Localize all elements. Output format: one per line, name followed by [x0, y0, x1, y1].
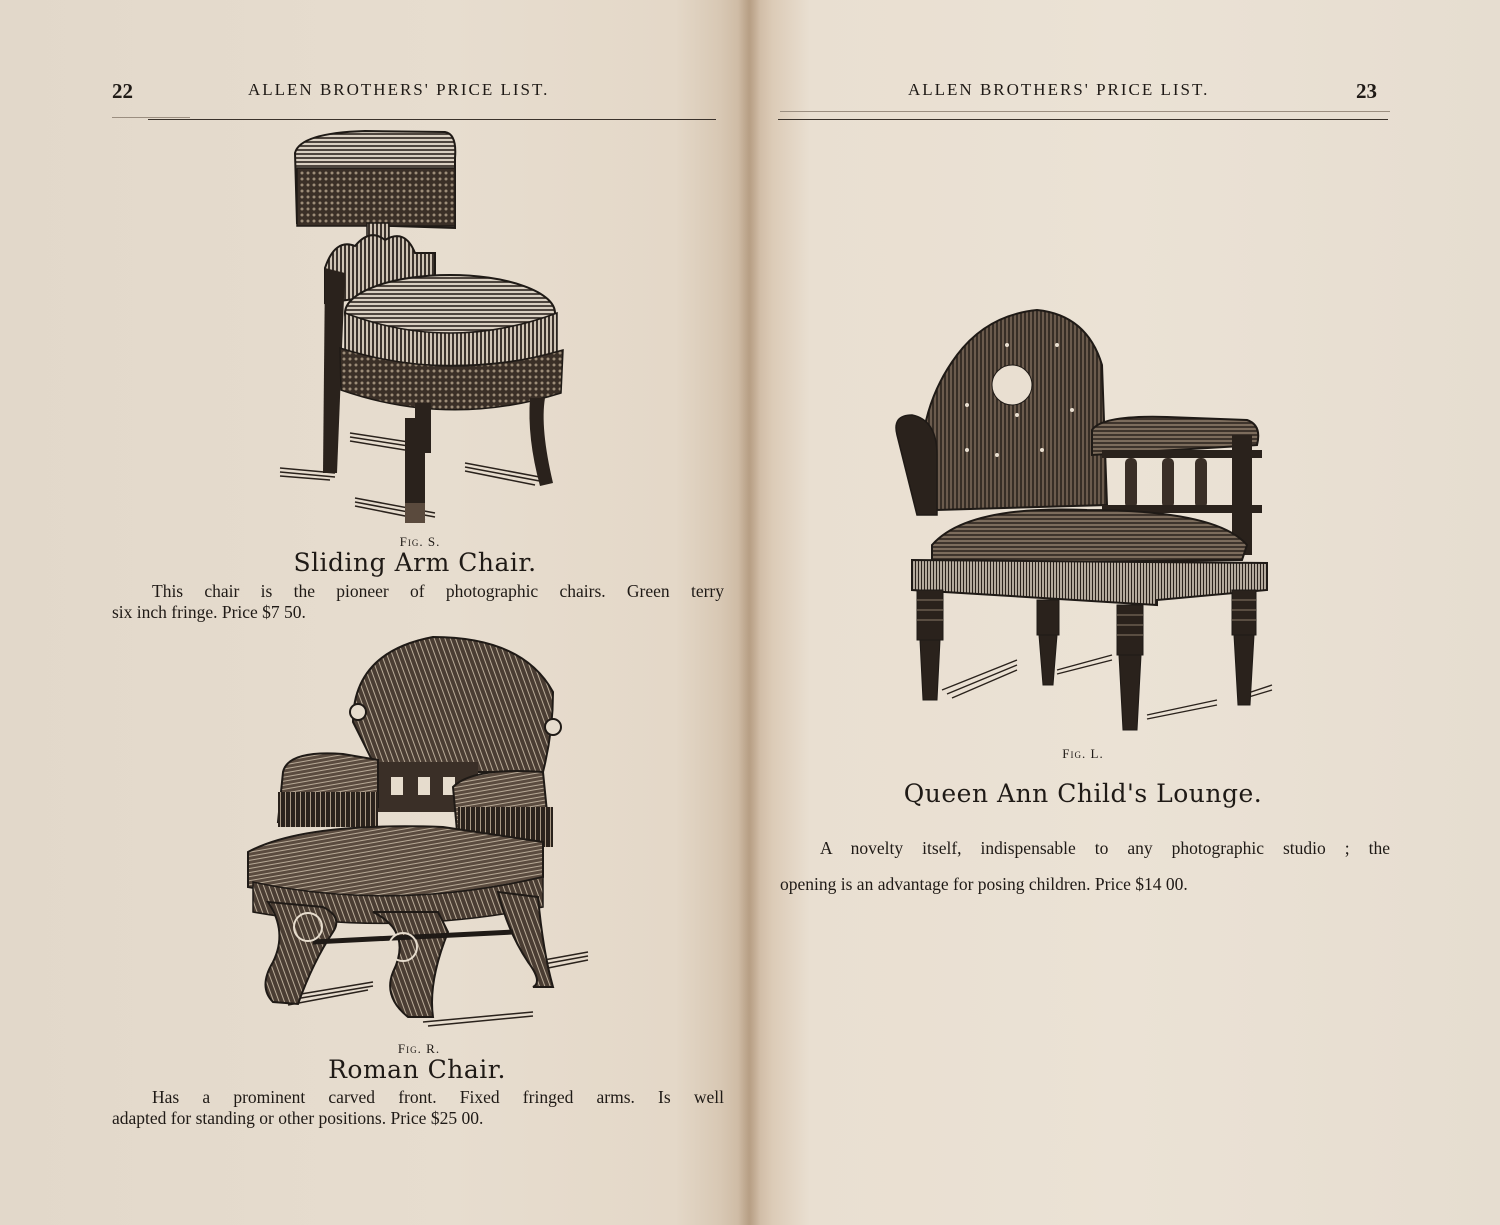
- page-number: 23: [1356, 79, 1377, 103]
- item-title: Roman Chair.: [328, 1055, 506, 1084]
- page-number: 22: [112, 79, 133, 103]
- sliding-arm-chair-engraving-icon: [275, 128, 575, 533]
- queen-ann-childs-lounge-engraving-icon: [887, 305, 1277, 735]
- running-head: ALLEN BROTHERS' PRICE LIST.: [248, 80, 550, 99]
- figure-label: Fig. R.: [397, 1041, 441, 1056]
- item-description: [112, 581, 724, 623]
- header-rule: [112, 117, 190, 118]
- roman-chair-illustration: [243, 632, 593, 1037]
- figure-label: Fig. S.: [399, 534, 441, 549]
- item-title: Queen Ann Child's Lounge.: [903, 779, 1263, 808]
- description-line: Has a prominent carved front. Fixed fringed arms. Is well: [152, 1087, 724, 1107]
- running-head: ALLEN BROTHERS' PRICE LIST.: [908, 80, 1210, 99]
- roman-chair-engraving-icon: [243, 632, 593, 1037]
- description-line: This chair is the pioneer of photographic chairs. Green terry: [152, 581, 724, 601]
- book-spine-shadow: [738, 0, 760, 1225]
- header-rule: [780, 111, 1390, 112]
- item-title: Sliding Arm Chair.: [293, 548, 537, 577]
- description-line: opening is an advantage for posing children. Price $14 00.: [780, 874, 1188, 894]
- figure-label: Fig. L.: [1062, 746, 1104, 761]
- description-line: adapted for standing or other positions. Price $25 00.: [112, 1108, 484, 1128]
- right-page: [750, 0, 1500, 1225]
- header-rule: [778, 119, 1388, 120]
- description-line: six inch fringe. Price $7 50.: [112, 602, 306, 622]
- item-description: [780, 830, 1390, 902]
- item-description: [112, 1087, 724, 1129]
- sliding-arm-chair-illustration: [275, 128, 575, 533]
- queen-ann-lounge-illustration: [887, 305, 1277, 735]
- description-line: A novelty itself, indispensable to any photographic studio ; the: [820, 838, 1390, 858]
- header-rule: [148, 119, 716, 120]
